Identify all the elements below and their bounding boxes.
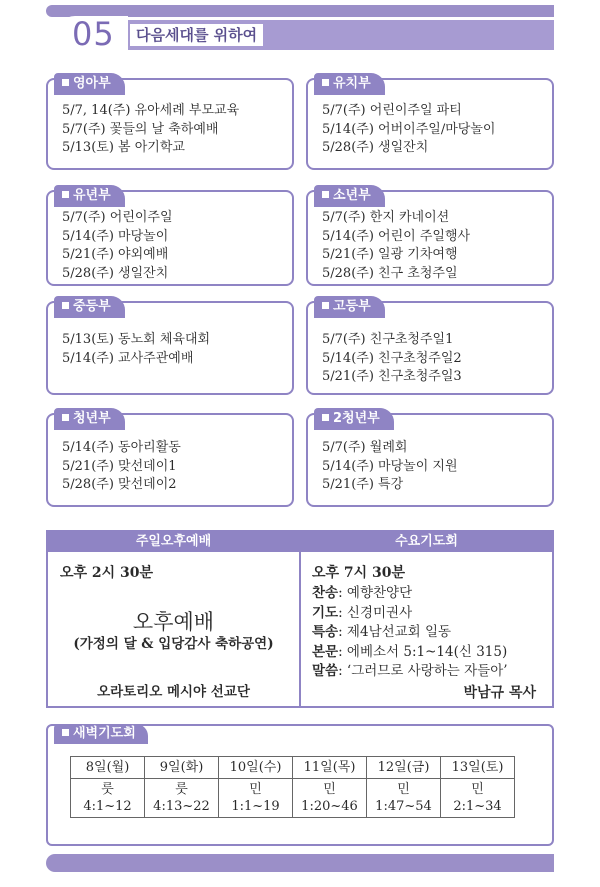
dept-line: 5/14(주) 어버이주일/마당놀이 xyxy=(322,121,496,137)
passage-cell: 민 1:47~54 xyxy=(367,779,441,818)
section-number: 05 xyxy=(72,15,115,53)
dept-line: 5/21(주) 친구초청주일3 xyxy=(322,369,462,384)
dept-box-high xyxy=(306,301,554,395)
dept-line: 5/7(주) 꽃들의 날 축하예배 xyxy=(62,121,219,137)
dept-line: 5/13(토) 봄 아기학교 xyxy=(62,140,185,155)
sunday-pm-heading: 주일오후예배 xyxy=(48,532,299,552)
dept-line: 5/7(주) 어린이주일 xyxy=(62,210,173,225)
dept-tab: 유치부 xyxy=(314,73,385,95)
dawn-prayer-panel xyxy=(46,724,554,846)
dept-box-youth2 xyxy=(306,413,554,507)
bottom-decor-bar xyxy=(46,854,554,872)
table-row xyxy=(71,757,515,779)
sunday-pm-event-sub: (가정의 달 & 입당감사 축하공연) xyxy=(73,636,274,652)
dept-line: 5/14(주) 어린이 주일행사 xyxy=(322,228,471,244)
program-row: 말씀: ‘그러므로 사랑하는 자들아’ xyxy=(312,663,508,679)
dept-line: 5/21(주) 맞선데이1 xyxy=(62,458,177,474)
wednesday-program xyxy=(312,584,508,682)
program-row: 본문: 에베소서 5:1~14(신 315) xyxy=(312,643,508,660)
dept-box-junior xyxy=(306,190,554,286)
dept-line: 5/14(주) 마당놀이 xyxy=(62,228,169,244)
passage-cell: 민 1:20~46 xyxy=(293,779,367,818)
dept-tab: 고등부 xyxy=(314,296,385,318)
wednesday-preacher: 박남규 목사 xyxy=(463,685,536,701)
date-cell: 12일(금) xyxy=(367,757,441,779)
date-cell: 9일(화) xyxy=(145,757,219,779)
dept-line: 5/7(주) 어린이주일 파티 xyxy=(322,103,462,118)
program-row: 특송: 제4남선교회 일동 xyxy=(312,624,452,640)
dept-line: 5/28(주) 맞선데이2 xyxy=(62,477,177,492)
dawn-prayer-tab: 새벽기도회 xyxy=(54,724,148,744)
dept-tab: 중등부 xyxy=(54,296,125,318)
column-divider xyxy=(299,532,301,706)
passage-cell: 룻 4:13~22 xyxy=(145,779,219,818)
wednesday-heading: 수요기도회 xyxy=(301,532,552,552)
dept-tab: 청년부 xyxy=(54,408,125,430)
date-cell: 8일(월) xyxy=(71,757,145,779)
date-cell: 13일(토) xyxy=(441,757,515,779)
program-row: 기도: 신경미권사 xyxy=(312,604,413,621)
dept-line: 5/28(주) 친구 초청주일 xyxy=(322,265,458,281)
dept-line: 5/7(주) 월례회 xyxy=(322,440,408,455)
dept-tab: 소년부 xyxy=(314,185,385,207)
section-header xyxy=(46,14,554,58)
section-title: 다음세대를 위하여 xyxy=(130,24,263,46)
date-cell: 11일(목) xyxy=(293,757,367,779)
dept-line: 5/21(주) 특강 xyxy=(322,477,404,492)
dept-line: 5/14(주) 친구초청주일2 xyxy=(322,350,462,366)
dept-line: 5/21(주) 야외예배 xyxy=(62,247,169,262)
dept-line: 5/7, 14(주) 유아세례 부모교육 xyxy=(62,103,240,118)
dept-line: 5/21(주) 일광 기차여행 xyxy=(322,247,458,262)
passage-cell: 룻 4:1~12 xyxy=(71,779,145,818)
dept-line: 5/28(주) 생일잔치 xyxy=(62,265,169,281)
sunday-pm-time: 오후 2시 30분 xyxy=(60,565,154,581)
dept-line: 5/14(주) 동아리활동 xyxy=(62,440,181,455)
dept-line: 5/14(주) 마당놀이 지원 xyxy=(322,458,458,474)
dept-line: 5/7(주) 한지 카네이션 xyxy=(322,210,450,225)
sunday-pm-event: 오후예배 xyxy=(132,610,215,634)
table-row xyxy=(71,779,515,818)
date-cell: 10일(수) xyxy=(219,757,293,779)
dept-box-youth xyxy=(46,413,294,507)
dept-box-kinder xyxy=(306,78,554,170)
dept-tab: 유년부 xyxy=(54,185,125,207)
dept-box-primary xyxy=(46,190,294,286)
dept-line: 5/14(주) 교사주관예배 xyxy=(62,350,194,366)
dept-box-middle xyxy=(46,301,294,395)
dawn-prayer-table xyxy=(70,756,515,818)
dept-line: 5/7(주) 친구초청주일1 xyxy=(322,332,454,347)
services-panel xyxy=(46,530,554,708)
program-row: 찬송: 예향찬양단 xyxy=(312,585,413,601)
sunday-pm-performer: 오라토리오 메시야 선교단 xyxy=(97,684,250,700)
dept-line: 5/28(주) 생일잔치 xyxy=(322,140,429,155)
wednesday-time: 오후 7시 30분 xyxy=(312,565,406,581)
dept-box-infant xyxy=(46,78,294,170)
dept-line: 5/13(토) 동노회 체육대회 xyxy=(62,332,211,347)
dept-tab: 영아부 xyxy=(54,73,125,95)
passage-cell: 민 1:1~19 xyxy=(219,779,293,818)
passage-cell: 민 2:1~34 xyxy=(441,779,515,818)
dept-tab: 2청년부 xyxy=(314,408,394,430)
